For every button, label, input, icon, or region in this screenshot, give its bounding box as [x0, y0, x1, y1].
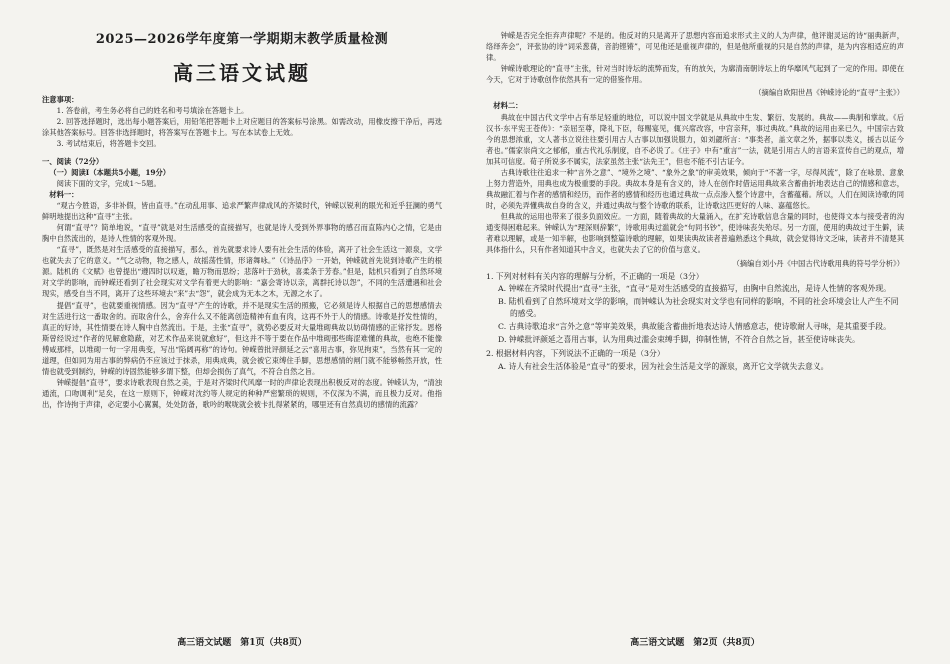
material-1-paragraph: 何谓“直寻”？简单地说，“直寻”就是对生活感受的直接描写，也就是诗人受到外界事物的感召而直陈内心之情，它是由胸中自然流出的，是诗人性情的客观外现。 [42, 223, 442, 244]
question-1: 1. 下列对材料有关内容的理解与分析，不正确的一项是（3分） [486, 271, 704, 281]
question-2-option: A. 诗人有社会生活体验是“直寻”的要求，因为社会生活是文学的源泉，离开它文学就失去意义。 [498, 361, 829, 371]
continued-paragraph: 钟嵘诗歌理论的“直寻”主张，针对当时诗坛的流弊而发，有的放矢，为廓清南朝诗坛上的华靡风气起到了一定的作用。即使在今天，它对于诗歌创作依然具有一定的借鉴作用。 [486, 64, 904, 85]
material-2-paragraph: 但典故的运用也带来了很多负面效应。一方面，随着典故的大量涌入，在扩充诗歌信息含量的同时，也使得文本与接受者的沟通变得困难起来。钟嵘认为“理深则辞繁”，诗歌用典过滥就会“句同书钞”，使诗味丧失殆尽。另一方面，使用的典故过于生僻，读者难以理解，或是一知半解，也影响到整篇诗歌的理解，如果读典故读者普遍熟悉这个典故，就会觉得诗文乏味，读者并不清楚其具体指什么，只有作者知道其中含义，也就失去了它的价值与意义。 [486, 212, 904, 255]
notice-item: 1. 答卷前，考生务必将自己的姓名和考号填涂在答题卡上。 [56, 106, 249, 116]
notice-item: 2. 回答选择题时，选出每小题答案后，用铅笔把答题卡上对应题目的答案标号涂黑。如需改动，用橡皮擦干净后，再选涂其他答案标号。回答非选择题时，将答案写在答题卡上。写在本试卷上无效。 [42, 117, 442, 138]
left-page [42, 0, 442, 664]
right-page [486, 0, 904, 664]
question-1-option: A. 钟嵘在齐梁时代提出“直寻”主张，“直寻”是对生活感受的直接描写，由胸中自然流出，是诗人性情的客观外现。 [498, 284, 891, 294]
section-heading: 一、阅读（72分） [42, 156, 104, 166]
material-2-label: 材料二： [493, 101, 523, 111]
question-1-option: D. 钟嵘批评颜延之喜用古事，认为用典过滥会束缚手脚，抑制性情，不符合自然之旨，甚至使诗味丧失。 [498, 334, 860, 344]
material-2-paragraph: 古典诗歌往往追求一种“言外之意”、“境外之境”、“象外之象”的审美效果，倾向于“不著一字，尽得风流”，除了在咏景、意象上努力营造外，用典也成为极重要的手段。典故本身是有含义的，诗人在创作时借运用典故来含蓄曲折地表达自己的情感和意志，典故融汇着与作者的感情和经历，而作者的感情和经历也通过典故一点点渗入整个诗意中，含蓄蕴藉。所以，人们在阅读诗歌的同时，必须先弄懂典故自身的含义，并通过典故与整个诗歌的联系，让诗歌这匹更好的人味、嘉蕴悠长。 [486, 167, 904, 211]
right-page-footer: 高三语文试题 第2页（共8页） [630, 638, 760, 648]
material-1-paragraph: 钟嵘提倡“直寻”，要求诗歌表现自然之美，于是对齐梁时代风靡一时的声律论表现出积极反对的态度。钟嵘认为，“清浊通流，口吻调利”足矣，在这一原则下，钟嵘对沈约等人规定的种种严密繁琐的规则，不仅深为不满，而且极力反对。他指出，作诗拘于声律，必定要小心翼翼，处处防备，歌吟的喉咙就会被卡扎得紧紧的，哪里还有自然真切的感情的流露？ [42, 378, 442, 410]
material-1-paragraph: 提倡“直寻”，也就要重视情感。因为“直寻”产生的诗歌，并不是现实生活的照搬，它必须是诗人根据自己的思想感情去对生活进行这一番取舍的。而取舍什么，舍弃什么又不能离创造精神有血有肉，这再不外于人的情感。诗歌是抒发性情的，真正的好诗，其性情要在诗人胸中自然流出。于是，主张“直寻”，就势必要反对大量堆砌典故以妨碍情感的正常抒发。恩格斯曾经说过“作者的见解愈隐蔽，对艺术作品来说就愈好”，但这并不等于要在作品中堆砌那些晦涩难懂的典故，也绝不能像傅咸那样，以堆砌一句一字用典变，写出“陷阔再称”的诗句。钟嵘曾批评颜延之云“喜用古事，弥见拘束”，当然有其一定的道理，但如同为用古事的弊病仍不应该过于抹杀，用典成典，就会被它束缚住手脚，思想感情的闸门就不能够畅然开放，性情也就受到制约，钟嵘的诗固然能够多谓下整，但却会损伤了真气，不符合自然之旨。 [42, 300, 442, 377]
material-1-paragraph: “直寻”，既然是对生活感受的直接描写，那么，首先就要求诗人要有社会生活的体验，离开了社会生活这一源泉，文学也就失去了它的意义。“气之动物，物之感人，故摇荡性情，形诸舞咏。”（《诗品序》一开始，钟嵘就首先说到诗歌产生的根源。陆机的《文赋》也曾提出“遵四时以叹逝，瞻万物而思纷；悲落叶于劲秋，喜柔条于芳春。”但是，陆机只看到了自然环境对文学的影响，而钟嵘还看到了社会现实对文学有着更大的影响：“嘉会寄诗以亲，离群托诗以怨”，不同的生活遭遇和社会现实，感受自当不同，离开了这些环境去“来”去“怨”，就会成为无本之木，无源之水了。 [42, 245, 442, 299]
question-1-option: B. 陆机看到了自然环境对文学的影响，而钟嵘认为社会现实对文学也有同样的影响，不同的社会环境会让人产生不同的感受。 [498, 297, 899, 319]
material-2-paragraph: 典故在中国古代文学中占有举足轻重的地位，可以说中国文学就是从典故中生发、繁衍、发展的。典故——典制和掌故。《后汉书·东平宪王苍传》：“亲屈至尊，降礼下臣，每赐宴见，辄兴席改容，中宫亲拜，事过典故。”典故的运用由来已久，中国宗古致今的思想浓重，文人著书立说往往要引用古人古事以加强说服力，如刘勰所言：“事类者，盖文章之外，据事以类义，援古以证今者也。”儒家崇尚文之郁郁，重古代礼乐制度，自不必说了。《庄子》中有“重言”一法，就是引用古人的言语来宣传自己的观点，增加其可信度。荀子所说多不属实，法家虽然主张“法先王”，但也不能不引古证今。 [486, 112, 904, 166]
subject-title: 高三语文试题 [173, 60, 311, 85]
notice-heading: 注意事项： [42, 95, 79, 105]
question-1-option: C. 古典诗歌追求“言外之意”等审美效果，典故能含蓄曲折地表达诗人情感意志，使诗歌耐人寻味，是其重要手段。 [498, 322, 891, 332]
subsection-heading: （一）阅读Ⅰ（本题共5小题，19分） [49, 167, 171, 177]
material-1-label: 材料一： [49, 189, 79, 199]
exam-title: 2025—2026学年度第一学期期末教学质量检测 [95, 32, 389, 47]
left-page-footer: 高三语文试题 第1页（共8页） [177, 638, 307, 648]
notice-item: 3. 考试结束后，将答题卡交回。 [56, 139, 161, 149]
source-citation: （摘编自刘小丹《中国古代诗歌用典的符号学分析》） [732, 258, 904, 268]
instruction: 阅读下面的文字，完成1～5题。 [56, 178, 161, 188]
continued-paragraph: 钟嵘是否完全拒弃声律呢？不是的。他反对的只是离开了思想内容而追求形式主义的人为声律，他评谢灵运的诗“丽典新声，络绎奔会”，评张协的诗“词采葱蒨，音韵铿锵”，可见他还是重视声律的，但是他所重视的只是自然的声律，是为内容相适应的声律。 [486, 31, 904, 63]
material-1-paragraph: “观古今胜语，多非补假，皆由直寻。”在动乱用事、追求严繁声律成风的齐梁时代，钟嵘以锐利的眼光和近乎狂澜的勇气鲜明地提出这种“直寻”主张。 [42, 200, 442, 221]
source-citation: （摘编自欧阳世昌《钟嵘诗论的“直寻”主张》） [754, 88, 904, 98]
question-2: 2. 根据材料内容，下列说法不正确的一项是（3分） [486, 348, 665, 358]
